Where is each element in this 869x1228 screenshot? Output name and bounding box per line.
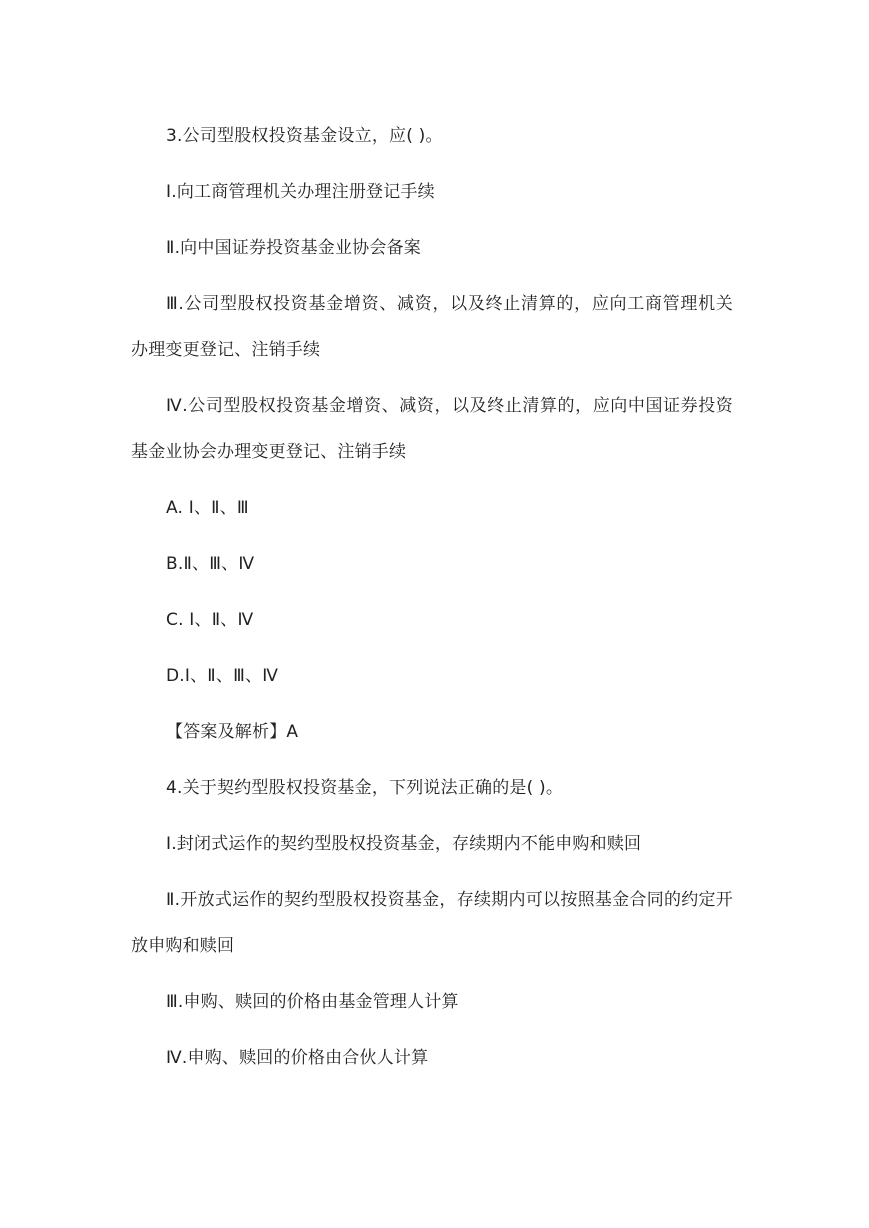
question-3-stem: 3.公司型股权投资基金设立，应( )。 bbox=[166, 126, 443, 146]
question-3-statement-3: Ⅲ.公司型股权投资基金增资、减资，以及终止清算的，应向工商管理机关办理变更登记、注销手续 bbox=[131, 294, 733, 360]
document-body bbox=[131, 113, 733, 1091]
question-4-stem: 4.关于契约型股权投资基金，下列说法正确的是( )。 bbox=[166, 778, 564, 798]
question-3-option-d: D.Ⅰ、Ⅱ、Ⅲ、Ⅳ bbox=[166, 666, 279, 686]
question-4-statement-1: Ⅰ.封闭式运作的契约型股权投资基金，存续期内不能申购和赎回 bbox=[166, 834, 642, 854]
question-4-statement-4: Ⅳ.申购、赎回的价格由合伙人计算 bbox=[166, 1048, 429, 1068]
question-4-statement-2: Ⅱ.开放式运作的契约型股权投资基金，存续期内可以按照基金合同的约定开放申购和赎回 bbox=[131, 890, 733, 956]
question-3-option-a: A. Ⅰ、Ⅱ、Ⅲ bbox=[166, 498, 249, 518]
question-3-statement-4: Ⅳ.公司型股权投资基金增资、减资，以及终止清算的，应向中国证券投资基金业协会办理变更登记、注销手续 bbox=[131, 396, 733, 462]
question-3-answer: 【答案及解析】A bbox=[166, 722, 299, 742]
question-4-statement-3: Ⅲ.申购、赎回的价格由基金管理人计算 bbox=[166, 992, 459, 1012]
question-3-statement-1: Ⅰ.向工商管理机关办理注册登记手续 bbox=[166, 182, 435, 202]
question-3-option-b: B.Ⅱ、Ⅲ、Ⅳ bbox=[166, 554, 255, 574]
question-3-option-c: C. Ⅰ、Ⅱ、Ⅳ bbox=[166, 610, 254, 630]
question-3-statement-2: Ⅱ.向中国证券投资基金业协会备案 bbox=[166, 238, 421, 258]
